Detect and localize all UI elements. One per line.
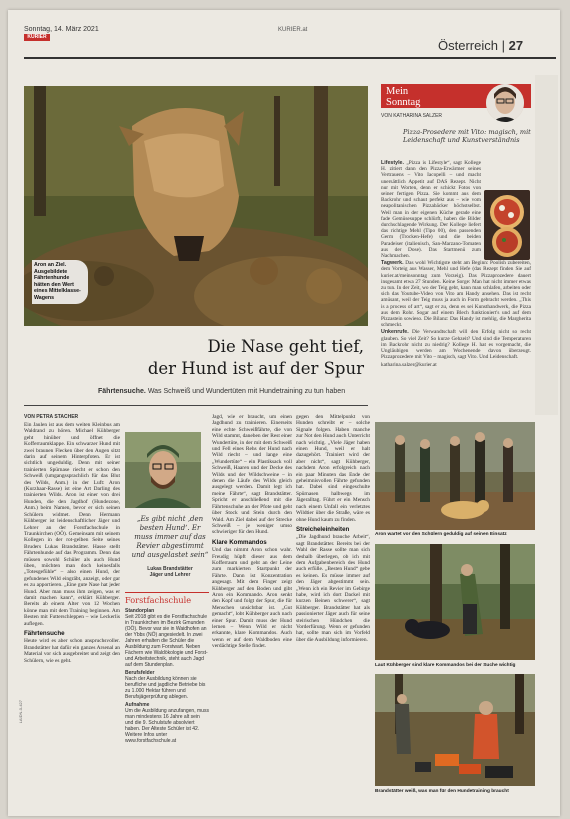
section-divider (24, 405, 368, 406)
column-email: katharina.salzer@kurier.at (381, 361, 437, 368)
header-rule (24, 57, 556, 59)
photo-training-command (375, 544, 535, 660)
article-column-3: Jagd, wie er braucht, um einen Jagdhund zu trainieren. Einerseits eine echte Schweißfährte, die von Wild stammt, daneben der Rest einer Wundertüte, in der mit dem Schweiß und Fell eines Rehs der Hund nach Wild riecht – und lange eine „Wundertüte“ – ein Plastiksack voll Schweiß, Haaren und der Decke des Wilds und der Wildschweine – in denen die Läufe des Wilds gleich ausgelegt werden. Damit legt ich meine Fährte“, sagt Brandstätter. Spricht er anschließend mit die Fährtenschuhe an der Pfote und geht über Stock und Stein durch den Wald. Am Ziel dabei auf der Strecke Schweiß – je weniger umso schwieriger für den Hund. Klare Kommandos Und das nimmt Aron schon wahr. Freudig hüpft dieser aus dem Kofferraum und geht an der Leine zum markierten Startpunkt der Fährte. Dann ist Konzentration angesagt. Mit dem Finger zeigt Kühberger auf den Boden und gibt Aron ein Kommando. Aron senkt den Kopf und folgt der Spur, die für Menschen unsichtbar ist. „Gut gemacht“, lobt Kühberger auch nach einer Spur. Damit muss der Hund lernen – Wenn Wild er nicht erkannte, klare Kommandos. Auch wenn er auf dem Waldboden eine verdächtige Stelle findet. (212, 414, 292, 650)
author-portrait (486, 84, 524, 122)
kurier-logo: KURIER (24, 34, 50, 41)
photo-students-dog (375, 422, 535, 530)
article-kicker: Fährtensuche. (98, 388, 146, 395)
column-body: Lifestyle. „Pizza is Lifestyle“, sagt Kollege H. zitiert dann den Pizza-Erwärmer seines Vertrauens – Vito Iacopelli – und macht unersättlich Appetit auf DAS Rezept. Nicht nur mit Worten, denn er schickt Fotos von seiner fertigen Pizza. Sie kommt aus dem Backrohr und schaut perfekt aus – wie vom neapolitanischen Pizzabäcker höchstselbst. Weil man in der eigenen Küche gerade eine fade Gemüsesuppe schlürft, haben die Bilder durchschlagende Wirkung. Der Kollege liefert das richtige Mehl (Tipo 00), den passenden Germ (Trocken-Hefe) und die beiden Paradeiser (italienisch, San-Marzano-Tomaten aus der Dose). Das Startmenü zum Nachmachen. Tagwerk. Das wohl Wichtigste steht am Beginn: Poolish zubereiten, dem Vorteig aus Wasser, Mehl und Hefe (das Rezept finden Sie auf kurier.at/meinsonntag zum Vorzeig). Das Pizzaprozedere dauert insgesamt etwa 27 Stunden. Keine Sorge: Man hat nicht immer etwas zu tun. In der Zeit, wo der Teig geht, kann man schlafen, arbeiten oder sich das Youtube-Video von Vito am Handy ansehen. Das ist recht amüsant, weil der Teig muss ja auch in Form gebracht werden. „This is a process of art“, sagt er zu, denn es sei Kunsthandwerk, die Pizza aus dem Rohr. Sogar auf einem Blech funktioniert's und auf dem Pizzastein sowieso. Die Bilanz: Das Handy ist mehlig, die Margherita schmeckt. Unkenrufe. Die Verwandtschaft will den Erfolg nicht so recht glauben. So viel Zeit? So kurze Gehzeit? Und sind die Temperaturen im Backrohr nicht zu niedrig? Kollege H. hat es vorgemacht, die Ungläubigen werden am Wochenende davon überzeugt. Pizzaprozedere mit Vito – magisch, sagt Vito. Und Leidenschaft. katharina.salzer@kurier.at (381, 160, 532, 368)
article-headline: Die Nase geht tief, der Hund ist auf der Spur (147, 337, 364, 378)
page-edge (535, 75, 558, 415)
hero-caption: Aron an Ziel. Ausgebildete Fährtenhunde hätten den Wert eines Mittelklasse-Wagens (32, 260, 88, 304)
section-header: Österreich | 27 (438, 38, 524, 53)
newspaper-page (8, 10, 560, 816)
infobox-title: Forstfachschule (125, 592, 209, 605)
infobox-forstfachschule: Standorplan Seit 2018 gibt es die Forstfachschule in Traunkirchen im Bezirk Gmunden (OÖ). Bevor war sie in Waidhofen an der Ybbs (NÖ) angesiedelt. In zwei Jahren erhalten die Schüler die Ausbildung zum Forstwart. Neben Fächern wie Waldökologie und Forst- und Arbeitstechnik, steht auch Jagd auf dem Stundenplan. Berufsfelder Nach der Ausbildung können sie berufliche und jagdliche Betriebe bis zu 1.000 Hektar führen und Berufsjägerprüfung ablegen. Aufnahme Um die Ausbildung anzufangen, muss man mindestens 16 Jahre alt sein und die 9. Schulstufe absolviert haben. Der Alteste Schüler ist 42. Weitere Infos unter www.forstfachschule.at (125, 608, 209, 744)
pull-quote: „Es gibt nicht ‚den besten Hund‘. Er muss immer auf das Revier abgestimmt und ausgelastet sein“ (131, 515, 209, 559)
pizza-photo (484, 190, 530, 260)
portrait-photo-lukas (125, 432, 201, 508)
page-number: 27 (508, 38, 524, 53)
side-tag: LAIDN-0-427 (18, 700, 23, 724)
photo-caption-3: Brandstätter weiß, was man für den Hundetraining braucht (375, 789, 509, 794)
article-column-1: Ein Jaulen ist aus dem weiten Kleinbus am Waldrand zu hören. Michael Kühberger geht hinüber und öffnet die Kofferraumklappe. Ein schwarzer Hund mit zwei braunen Flecken über den Augen sitzt darin auf seinem Hinterpfoten. Er ist sichtlich ungeduldig. Denn mit seiner trainierten Spürnase riecht er schon den Schweiß (umgangssprachlich für das Blut des Wilds, Anm.) in der Luft: Aron (Kurzhaar-Rasse) ist eine Art Darling des trainierten Wilds. Aron ist einer von drei Hunden, die den Jagdhof (Hundezone, Anm.) beim Namen, bevor er sich seinen Schülern widmet. Denn Hermann Kühberger ist leidenschaftlicher Jäger und Lehrer an der Forstfachschule in Traunkirchen (OÖ). Gemeinsam mit seinem Kollegen in der rot-gelben Seite seines Bruders Lukas Brandstätter. Hasse stellt Fährtenhunde auf das Programm. Denn das müssen sowohl Schüler als auch Hund üben, möchten man doch keinesfalls „Totesgefühle“ – also einen Hund, der gefundenes Wild eingräbt, anzeigt, oder gar es zu apportieren. „Eine gute Nase hat jeder Hund. Aber man muss ihm zeigen, was er damit machen kann“, erklärt Kühberger. Bereits ab einem Alter von 12 Wochen könne man mit dem Training beginnen. Am Besten mit Futterschleppen – wie Leckerlis auflegen. Fährtensuche Heute wird es aber schon anspruchsvoller. Brandstätter hat dafür ein ganzes Arsenal an Material vor sich ausgebreitet und zeigt den Schülern, wie es geht. (24, 422, 120, 664)
article-column-4: gegen den Mittelpunkt von Hunden schreibt er – solche Signale folgen. Haben manche zur Not den Hund auch Unterricht nach wichtig. „Viele Jäger haben einen Hund, weil er halt dazugehört. Trainiert wird der aber nicht“, sagt Kühberger, nachdem Aron erfolgreich nach ein paar Minuten das Ende der geheimnisvollen Fährte gefunden hat. Dabei sind eingeschulte Spürnasen halbwegs im Jägeralltag. Führt er ein Mensch nach einem Unfall ein verletztes Wildtier über die Straße, wäre es ohne Hund kaum zu finden. Streicheleinheiten „Die Jagdhund brauche Arbeit“, sagt Brandstätter. Bereits bei der Wahl der Rasse sollte man sich deshalb überlegen, ob ich mit dem Aufgabenbereich des Hund auch erfülle. „Besten Hund“ gebe es keinen. Es müsse immer auf den Jäger abgestimmt sein. „Wenn ich ein Revier im Gebirge habe, wird ich dort Dackel mit kurzen Beinen schwerer“, sagt Kühberger. Brandstätter hat als passionierter Jäger auch für seine steirischen Hündchen die Vorderfürung. Wenn er gefunden hat, sollte man sich im Vorfeld über die Ausbildung informieren. (296, 414, 370, 643)
column-author: VON KATHARINA SALZER (381, 113, 443, 119)
quote-attribution: Lukas Brandstätter Jäger und Lehrer (147, 566, 193, 578)
photo-equipment (375, 674, 535, 786)
column-title: Pizza-Prosedere mit Vito: magisch, mit Leidenschaft und Kunstverständnis (403, 128, 531, 144)
photo-caption-2: Laut Kühberger sind klare Kommandos bei der Suche wichtig (375, 663, 516, 668)
article-subline (98, 388, 370, 395)
issue-date: Sonntag, 14. März 2021 (24, 26, 99, 33)
photo-caption-1: Aron wartet vor den Schülern geduldig auf seinen Einsatz (375, 532, 507, 537)
site-name: KURIER.at (278, 27, 308, 33)
article-dek: Was Schweiß und Wundertüten mit Hundetraining zu tun haben (147, 388, 346, 395)
section-name: Österreich (438, 38, 498, 53)
column-label: Mein Sonntag (381, 84, 531, 108)
article-author: VON PETRA STACHER (24, 414, 79, 420)
